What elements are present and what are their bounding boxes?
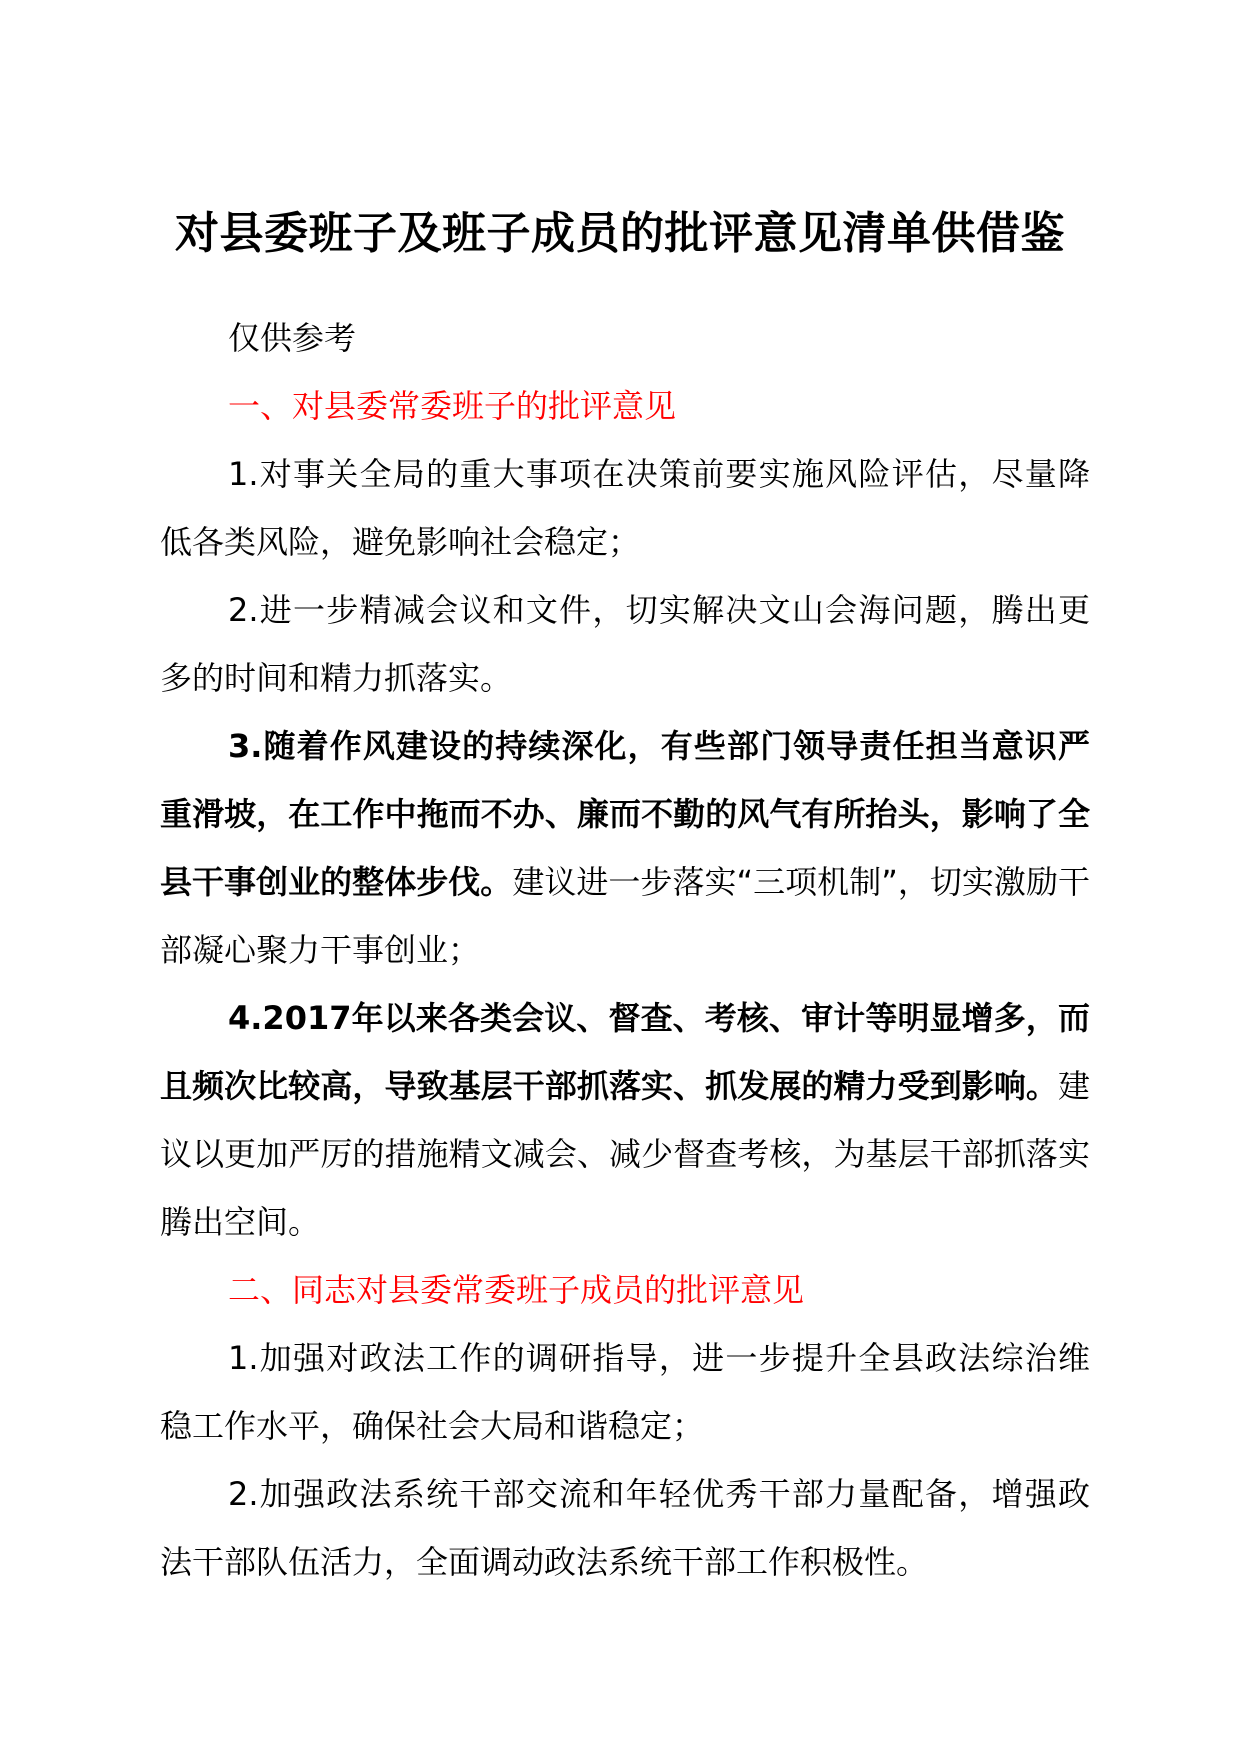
document-body <box>160 304 1090 1596</box>
section-2-item-1: 1.加强对政法工作的调研指导，进一步提升全县政法综治维稳工作水平，确保社会大局和谐稳定； <box>160 1339 1090 1445</box>
section-2-heading: 二、同志对县委常委班子成员的批评意见 <box>228 1271 805 1309</box>
section-1-item-3-emphasis: 3.随着作风建设的持续深化，有些部门领导责任担当意识严重滑坡，在工作中拖而不办、廉而不勤的风气有所抬头，影响了全县干事创业的整体步伐。 <box>160 727 1090 901</box>
section-1-item-4-suggestion: 建议以更加严厉的措施精文减会、减少督查考核，为基层干部抓落实腾出空间。 <box>160 1067 1090 1241</box>
section-1-item-2: 2.进一步精减会议和文件，切实解决文山会海问题，腾出更多的时间和精力抓落实。 <box>160 591 1090 697</box>
section-1-item-4 <box>160 984 1090 1256</box>
section-1-item-3-suggestion: 建议进一步落实“三项机制”，切实激励干部凝心聚力干事创业； <box>160 863 1090 969</box>
document-title: 对县委班子及班子成员的批评意见清单供借鉴 <box>175 208 1065 259</box>
section-2-item-2: 2.加强政法系统干部交流和年轻优秀干部力量配备，增强政法干部队伍活力，全面调动政法系统干部工作积极性。 <box>160 1475 1090 1581</box>
note-paragraph: 仅供参考 <box>228 319 357 357</box>
section-1-item-4-emphasis: 4.2017年以来各类会议、督查、考核、审计等明显增多，而且频次比较高，导致基层干部抓落实、抓发展的精力受到影响。 <box>160 999 1090 1105</box>
section-1-heading: 一、对县委常委班子的批评意见 <box>228 387 677 425</box>
section-1-item-3 <box>160 712 1090 984</box>
section-1-item-1: 1.对事关全局的重大事项在决策前要实施风险评估，尽量降低各类风险，避免影响社会稳定； <box>160 455 1090 561</box>
